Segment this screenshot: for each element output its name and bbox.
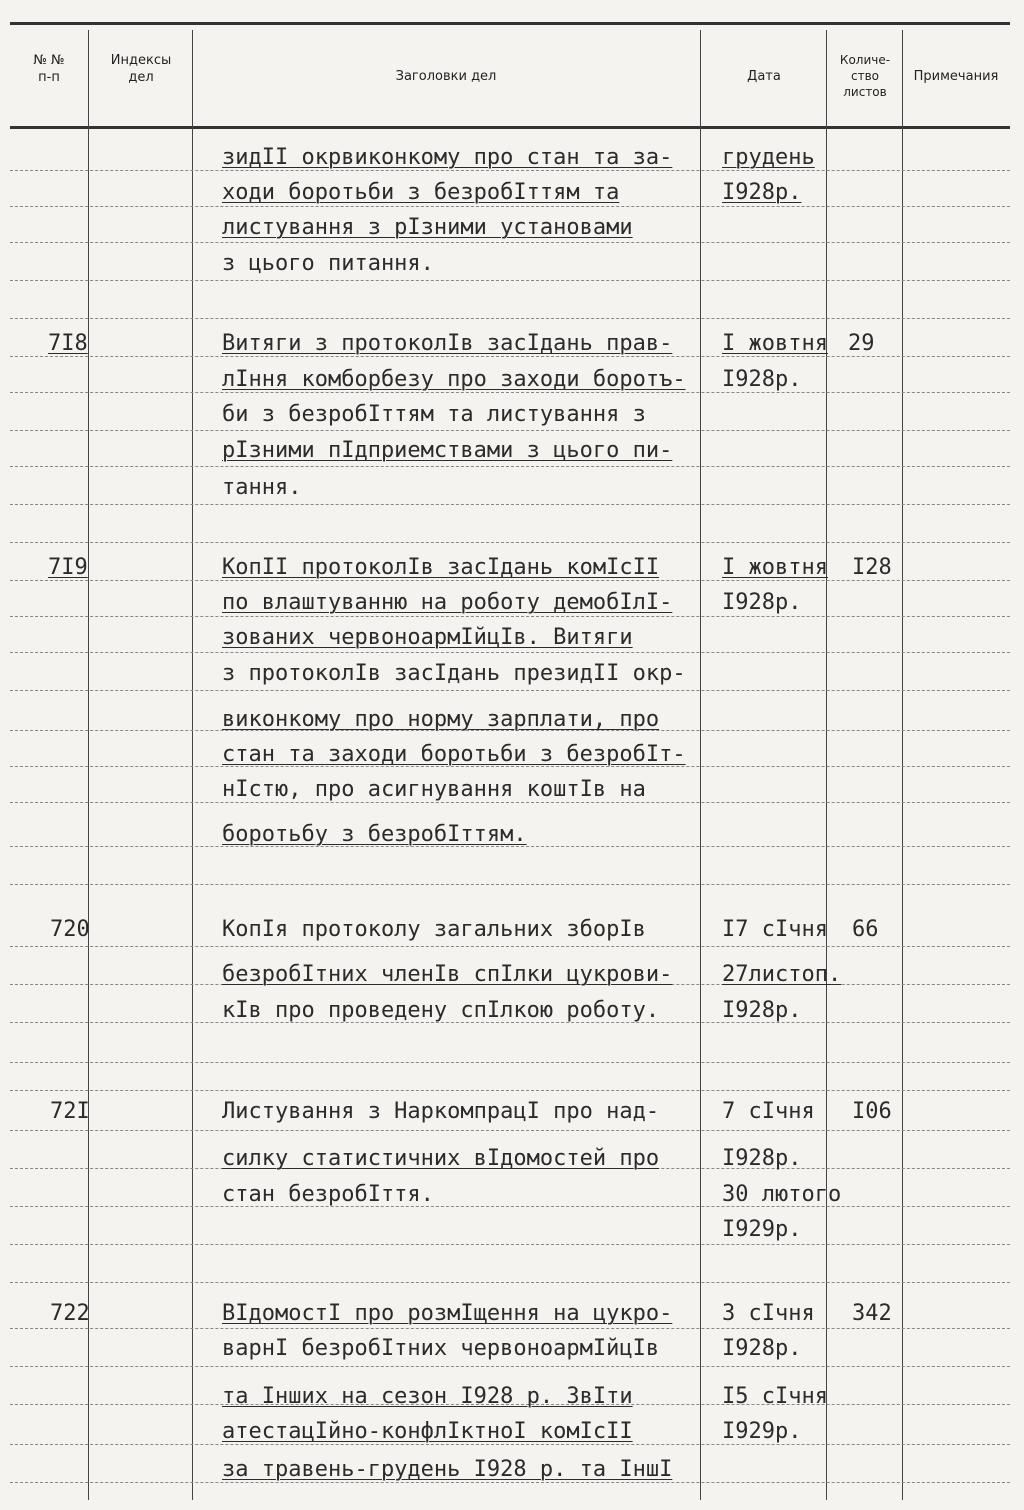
ruled-line bbox=[10, 1366, 1010, 1367]
entry-sheets: 29 bbox=[848, 331, 875, 356]
ruled-line bbox=[10, 802, 1010, 803]
ruled-line bbox=[10, 280, 1010, 281]
entry-line: тання. bbox=[222, 475, 302, 500]
entry-line: безробIтних членIв спIлки цукрови- bbox=[222, 962, 673, 987]
header-bottom-rule bbox=[10, 126, 1010, 129]
ruled-line bbox=[10, 1090, 1010, 1091]
entry-line: Листування з НаркомпрацI про над- bbox=[222, 1099, 660, 1124]
ruled-line bbox=[10, 884, 1010, 885]
ruled-line bbox=[10, 1206, 1010, 1207]
ruled-line bbox=[10, 652, 1010, 653]
entry-line: варнI безробIтних червоноармIйцIв bbox=[222, 1336, 660, 1361]
entry-line: та Iнших на сезон I928 р. ЗвIти bbox=[222, 1384, 633, 1409]
ruled-line bbox=[10, 1062, 1010, 1063]
entry-sheets: I06 bbox=[852, 1099, 892, 1124]
entry-date: I928р. bbox=[722, 590, 802, 615]
ruled-line bbox=[10, 580, 1010, 581]
entry-line: зидII окрвиконкому про стан та за- bbox=[222, 145, 673, 170]
ruled-line bbox=[10, 318, 1010, 319]
entry-line: ходи боротьби з безробIттям та bbox=[222, 180, 620, 205]
entry-date: I жовтня bbox=[722, 555, 828, 580]
ruled-line bbox=[10, 242, 1010, 243]
entry-line: по влаштуванню на роботу демобIлI- bbox=[222, 590, 673, 615]
header-top-rule bbox=[10, 22, 1010, 25]
header-col-index: Индексы дел bbox=[110, 53, 172, 85]
ruled-line bbox=[10, 1244, 1010, 1245]
entry-line: за травень-грудень I928 р. та ІншI bbox=[222, 1457, 673, 1482]
entry-date: I928р. bbox=[722, 998, 802, 1023]
entry-line: з цього питання. bbox=[222, 251, 434, 276]
ruled-line bbox=[10, 1444, 1010, 1445]
entry-line: стан та заходи боротьби з безробIт- bbox=[222, 742, 686, 767]
entry-line: зованих червоноармIйцIв. Витяги bbox=[222, 625, 633, 650]
entry-number: 72I bbox=[50, 1099, 90, 1124]
ruled-line bbox=[10, 1328, 1010, 1329]
entry-line: виконкому про норму зарплати, про bbox=[222, 707, 660, 732]
entry-line: нIстю, про асигнування коштIв на bbox=[222, 777, 646, 802]
entry-number: 7I8 bbox=[48, 331, 88, 356]
column-divider-5 bbox=[902, 30, 903, 1500]
entry-sheets: 66 bbox=[852, 917, 879, 942]
entry-date: грудень bbox=[722, 145, 815, 170]
column-divider-1 bbox=[88, 30, 89, 1500]
entry-date: I929р. bbox=[722, 1217, 802, 1242]
entry-line: кIв про проведену спIлкою роботу. bbox=[222, 998, 660, 1023]
column-divider-2 bbox=[192, 30, 193, 1500]
ruled-line bbox=[10, 206, 1010, 207]
ruled-line bbox=[10, 946, 1010, 947]
header-col-notes: Примечания bbox=[913, 69, 999, 84]
ruled-line bbox=[10, 1130, 1010, 1131]
header-col-title: Заголовки дел bbox=[395, 69, 497, 84]
ruled-line bbox=[10, 542, 1010, 543]
header-col-number: № № п-п bbox=[33, 53, 65, 85]
ruled-line bbox=[10, 430, 1010, 431]
entry-date: I928р. bbox=[722, 1336, 802, 1361]
entry-line: листування з рIзними установами bbox=[222, 215, 633, 240]
entry-number: 7I9 bbox=[48, 555, 88, 580]
entry-line: лIння комборбезу про заходи боротъ- bbox=[222, 367, 686, 392]
entry-date: 3 сIчня bbox=[722, 1301, 815, 1326]
ruled-line bbox=[10, 356, 1010, 357]
entry-date: I928р. bbox=[722, 367, 802, 392]
entry-date: I928р. bbox=[722, 180, 802, 205]
entry-date: 7 сIчня bbox=[722, 1099, 815, 1124]
ruled-line bbox=[10, 1482, 1010, 1483]
entry-line: Витяги з протоколIв засIдань прав- bbox=[222, 331, 673, 356]
entry-date: 30 лютого bbox=[722, 1182, 842, 1207]
entry-line: стан безробIття. bbox=[222, 1182, 434, 1207]
entry-date: I929р. bbox=[722, 1419, 802, 1444]
ruled-line bbox=[10, 1282, 1010, 1283]
entry-line: боротьбу з безробIттям. bbox=[222, 822, 527, 847]
entry-date: 27листоп. bbox=[722, 962, 842, 987]
entry-line: силку статистичних вIдомостей про bbox=[222, 1146, 660, 1171]
ruled-line bbox=[10, 170, 1010, 171]
column-divider-4 bbox=[826, 30, 827, 1500]
header-col-sheets: Количе- ство листов bbox=[839, 53, 891, 99]
entry-line: ВIдомостI про розмIщення на цукро- bbox=[222, 1301, 673, 1326]
ruled-line bbox=[10, 466, 1010, 467]
entry-line: рIзними пIдприемствами з цього пи- bbox=[222, 438, 673, 463]
entry-number: 720 bbox=[50, 917, 90, 942]
ruled-line bbox=[10, 392, 1010, 393]
header-col-date: Дата bbox=[747, 69, 781, 84]
entry-line: з протоколIв засIдань президII окр- bbox=[222, 661, 686, 686]
entry-line: би з безробIттям та листування з bbox=[222, 402, 646, 427]
entry-number: 722 bbox=[50, 1301, 90, 1326]
entry-sheets: I28 bbox=[852, 555, 892, 580]
ruled-line bbox=[10, 616, 1010, 617]
entry-line: КопII протоколIв засIдань комIсII bbox=[222, 555, 660, 580]
ruled-line bbox=[10, 690, 1010, 691]
column-divider-3 bbox=[700, 30, 701, 1500]
entry-line: КопIя протоколу загальних зборIв bbox=[222, 917, 646, 942]
entry-sheets: 342 bbox=[852, 1301, 892, 1326]
entry-date: I жовтня bbox=[722, 331, 828, 356]
entry-date: I7 сIчня bbox=[722, 917, 828, 942]
entry-date: I5 сIчня bbox=[722, 1384, 828, 1409]
entry-date: I928р. bbox=[722, 1146, 802, 1171]
ruled-line bbox=[10, 504, 1010, 505]
entry-line: атестацIйно-конфлIктноI комIсII bbox=[222, 1419, 633, 1444]
